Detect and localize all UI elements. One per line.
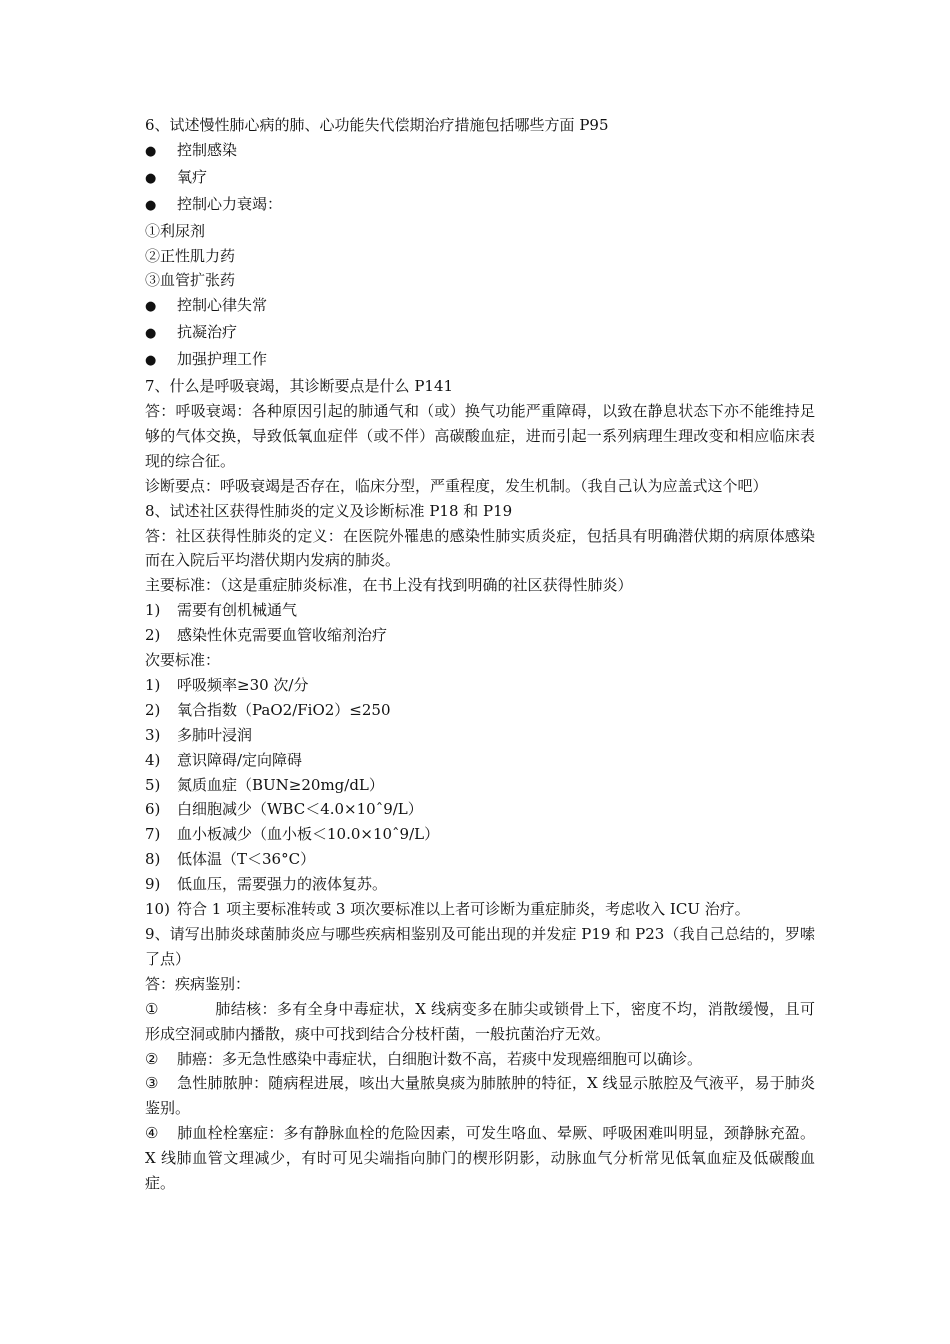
list-item xyxy=(145,138,815,165)
list-item xyxy=(145,1047,815,1072)
list-item-text: 急性肺脓肿：随病程进展，咳出大量脓臭痰为肺脓肿的特征，X 线显示脓腔及气液平，易于肺炎鉴别。 xyxy=(145,1074,815,1118)
list-item-text: 肺血栓栓塞症：多有静脉血栓的危险因素，可发生咯血、晕厥、呼吸困难叫明显，颈静脉充盈。X 线肺血管文理减少，有时可见尖端指向肺门的楔形阴影，动脉血气分析常见低氧血症及低碳酸血症。 xyxy=(145,1124,815,1193)
list-item xyxy=(145,872,815,897)
list-item-text: 低血压，需要强力的液体复苏。 xyxy=(177,875,388,894)
list-item-text: 控制感染 xyxy=(177,140,238,159)
list-item-text: 控制心律失常 xyxy=(177,296,268,315)
list-item xyxy=(145,165,815,192)
minor-criteria-title: 次要标准： xyxy=(145,651,221,670)
list-item-text: 肺癌：多无急性感染中毒症状，白细胞计数不高，若痰中发现癌细胞可以确诊。 xyxy=(177,1049,703,1068)
list-number: 5) xyxy=(145,775,161,794)
list-number: 1) xyxy=(145,601,161,620)
list-number: 8) xyxy=(145,850,161,869)
list-number: ② xyxy=(145,1049,159,1068)
list-item-text: 控制心力衰竭： xyxy=(177,194,283,213)
list-item xyxy=(145,748,815,773)
question-6-heading: 6、试述慢性肺心病的肺、心功能失代偿期治疗措施包括哪些方面 P95 xyxy=(145,116,609,134)
bullet-icon: ● xyxy=(145,197,157,213)
question-9-heading: 9、请写出肺炎球菌肺炎应与哪些疾病相鉴别及可能出现的并发症 P19 和 P23（我自己总结的，罗嗦了点） xyxy=(145,925,815,968)
question-7-answer: 答：呼吸衰竭：各种原因引起的肺通气和（或）换气功能严重障碍，以致在静息状态下亦不能维持足够的气体交换，导致低氧血症伴（或不伴）高碳酸血症，进而引起一系列病理生理改变和相应临床表现的综合征。 xyxy=(145,401,815,470)
list-number: 1) xyxy=(145,675,161,694)
list-item-text: 需要有创机械通气 xyxy=(177,601,298,620)
list-number: 10) xyxy=(145,900,170,919)
list-item-text: 肺结核：多有全身中毒症状，X 线病变多在肺尖或锁骨上下，密度不均，消散缓慢，且可形成空洞或肺内播散，痰中可找到结合分枝杆菌，一般抗菌治疗无效。 xyxy=(145,999,815,1043)
list-number: 4) xyxy=(145,750,161,769)
list-item xyxy=(145,822,815,847)
list-item-text: 意识障碍/定向障碍 xyxy=(177,750,303,769)
bullet-icon: ● xyxy=(145,143,157,159)
bullet-icon: ● xyxy=(145,170,157,186)
list-number: 6) xyxy=(145,800,161,819)
list-item xyxy=(145,1071,815,1121)
question-8-heading: 8、试述社区获得性肺炎的定义及诊断标准 P18 和 P19 xyxy=(145,501,513,520)
question-7-heading: 7、什么是呼吸衰竭，其诊断要点是什么 P141 xyxy=(145,377,454,396)
list-item xyxy=(145,293,815,320)
list-item xyxy=(145,673,815,698)
list-item xyxy=(145,192,815,219)
list-item-text: 符合 1 项主要标准转或 3 项次要标准以上者可诊断为重症肺炎，考虑收入 ICU 治疗。 xyxy=(177,900,750,919)
list-number: 9) xyxy=(145,875,161,894)
list-item-text: 氧合指数（PaO2/FiO2）≤250 xyxy=(177,700,391,719)
bullet-icon: ● xyxy=(145,326,157,342)
list-number: ① xyxy=(145,999,159,1018)
list-item-text: 白细胞减少（WBC＜4.0×10ˆ9/L） xyxy=(177,800,423,819)
question-7-diagnosis: 诊断要点：呼吸衰竭是否存在，临床分型，严重程度，发生机制。（我自己认为应盖式这个吧） xyxy=(145,476,768,495)
list-item xyxy=(145,598,815,623)
bullet-icon: ● xyxy=(145,299,157,315)
list-number: 7) xyxy=(145,825,161,844)
sub-item: ③血管扩张药 xyxy=(145,271,236,290)
list-item-text: 感染性休克需要血管收缩剂治疗 xyxy=(177,626,388,645)
sub-item: ①利尿剂 xyxy=(145,221,206,240)
major-criteria-title: 主要标准：（这是重症肺炎标准，在书上没有找到明确的社区获得性肺炎） xyxy=(145,576,633,595)
list-item xyxy=(145,797,815,822)
list-number: 2) xyxy=(145,700,161,719)
question-9-answer-title: 答：疾病鉴别： xyxy=(145,974,251,993)
list-item xyxy=(145,1121,815,1196)
list-item xyxy=(145,897,815,922)
list-number: ③ xyxy=(145,1074,159,1093)
list-number: 3) xyxy=(145,725,161,744)
list-item-text: 低体温（T＜36°C） xyxy=(177,850,316,869)
list-item-text: 呼吸频率≥30 次/分 xyxy=(177,675,309,694)
question-8-answer: 答：社区获得性肺炎的定义：在医院外罹患的感染性肺实质炎症，包括具有明确潜伏期的病原体感染而在入院后平均潜伏期内发病的肺炎。 xyxy=(145,526,815,570)
list-item-text: 抗凝治疗 xyxy=(177,323,238,342)
list-item xyxy=(145,847,815,872)
list-item xyxy=(145,698,815,723)
list-number: ④ xyxy=(145,1124,159,1143)
list-item xyxy=(145,773,815,798)
list-item xyxy=(145,320,815,347)
document-page xyxy=(145,113,815,1196)
list-item-text: 多肺叶浸润 xyxy=(177,725,253,744)
list-item-text: 氧疗 xyxy=(177,167,208,186)
list-item xyxy=(145,623,815,648)
list-item-text: 氮质血症（BUN≥20mg/dL） xyxy=(177,775,384,794)
sub-item: ②正性肌力药 xyxy=(145,246,236,265)
list-item-text: 血小板减少（血小板＜10.0×10ˆ9/L） xyxy=(177,825,440,844)
list-item xyxy=(145,347,815,374)
list-item-text: 加强护理工作 xyxy=(177,350,268,369)
bullet-icon: ● xyxy=(145,353,157,369)
list-item xyxy=(145,723,815,748)
list-item xyxy=(145,997,815,1047)
list-number: 2) xyxy=(145,626,161,645)
